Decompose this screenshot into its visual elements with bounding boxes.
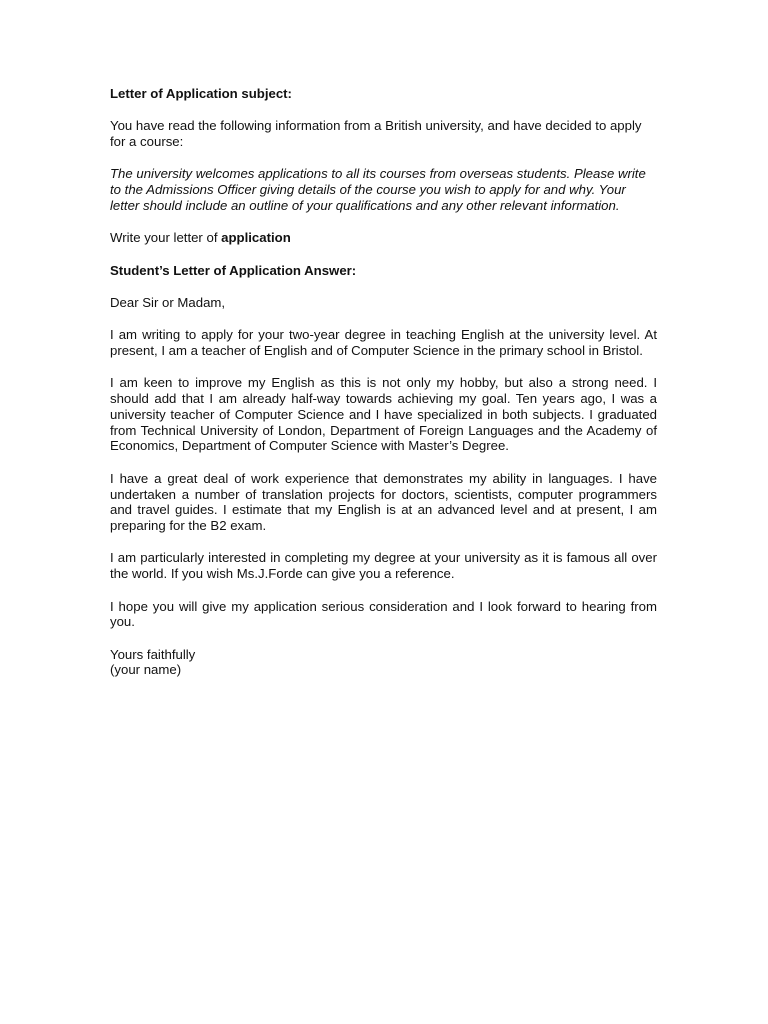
signature-line: (your name) — [110, 662, 182, 678]
letter-closing — [110, 647, 657, 679]
instruction-prefix: Write your letter of — [110, 230, 222, 246]
instruction-bold-word: application — [221, 230, 291, 246]
letter-paragraph-1: I am writing to apply for your two-year degree in teaching English at the university level. At present, I am a teacher of English and of Computer Science in the primary school in Bristol. — [110, 327, 657, 358]
document-page — [110, 86, 657, 678]
subject-heading: Letter of Application subject: — [110, 86, 292, 101]
letter-paragraph-3: I have a great deal of work experience that demonstrates my ability in languages. I have undertaken a number of translation projects for doctors, scientists, computer programmers and travel guides. I estimate that my English is at an advanced level and at present, I am preparing for the B2 exam. — [110, 470, 657, 534]
closing-line: Yours faithfully — [110, 646, 196, 662]
instruction-line — [110, 230, 657, 246]
salutation: Dear Sir or Madam, — [110, 294, 226, 310]
answer-heading: Student’s Letter of Application Answer: — [110, 262, 357, 278]
letter-paragraph-2: I am keen to improve my English as this is not only my hobby, but also a strong need. I should add that I am already half-way towards achieving my goal. Ten years ago, I was a university teacher of Computer Science and I have specialized in both subjects. I graduated from Technical University of London, Department of Foreign Languages and the Academy of Economics, Department of Computer Science with Master’s Degree. — [110, 375, 657, 454]
letter-paragraph-5: I hope you will give my application serious consideration and I look forward to hearing from you. — [110, 598, 657, 630]
letter-paragraph-4: I am particularly interested in completing my degree at your university as it is famous all over the world. If you wish Ms.J.Forde can give you a reference. — [110, 550, 657, 582]
task-prompt: The university welcomes applications to all its courses from overseas students. Please write to the Admissions Officer giving details of the course you wish to apply for and why. Your letter should include an outline of your qualifications and any other relevant information. — [110, 166, 646, 213]
intro-text: You have read the following information from a British university, and have decided to apply for a course: — [110, 118, 642, 150]
